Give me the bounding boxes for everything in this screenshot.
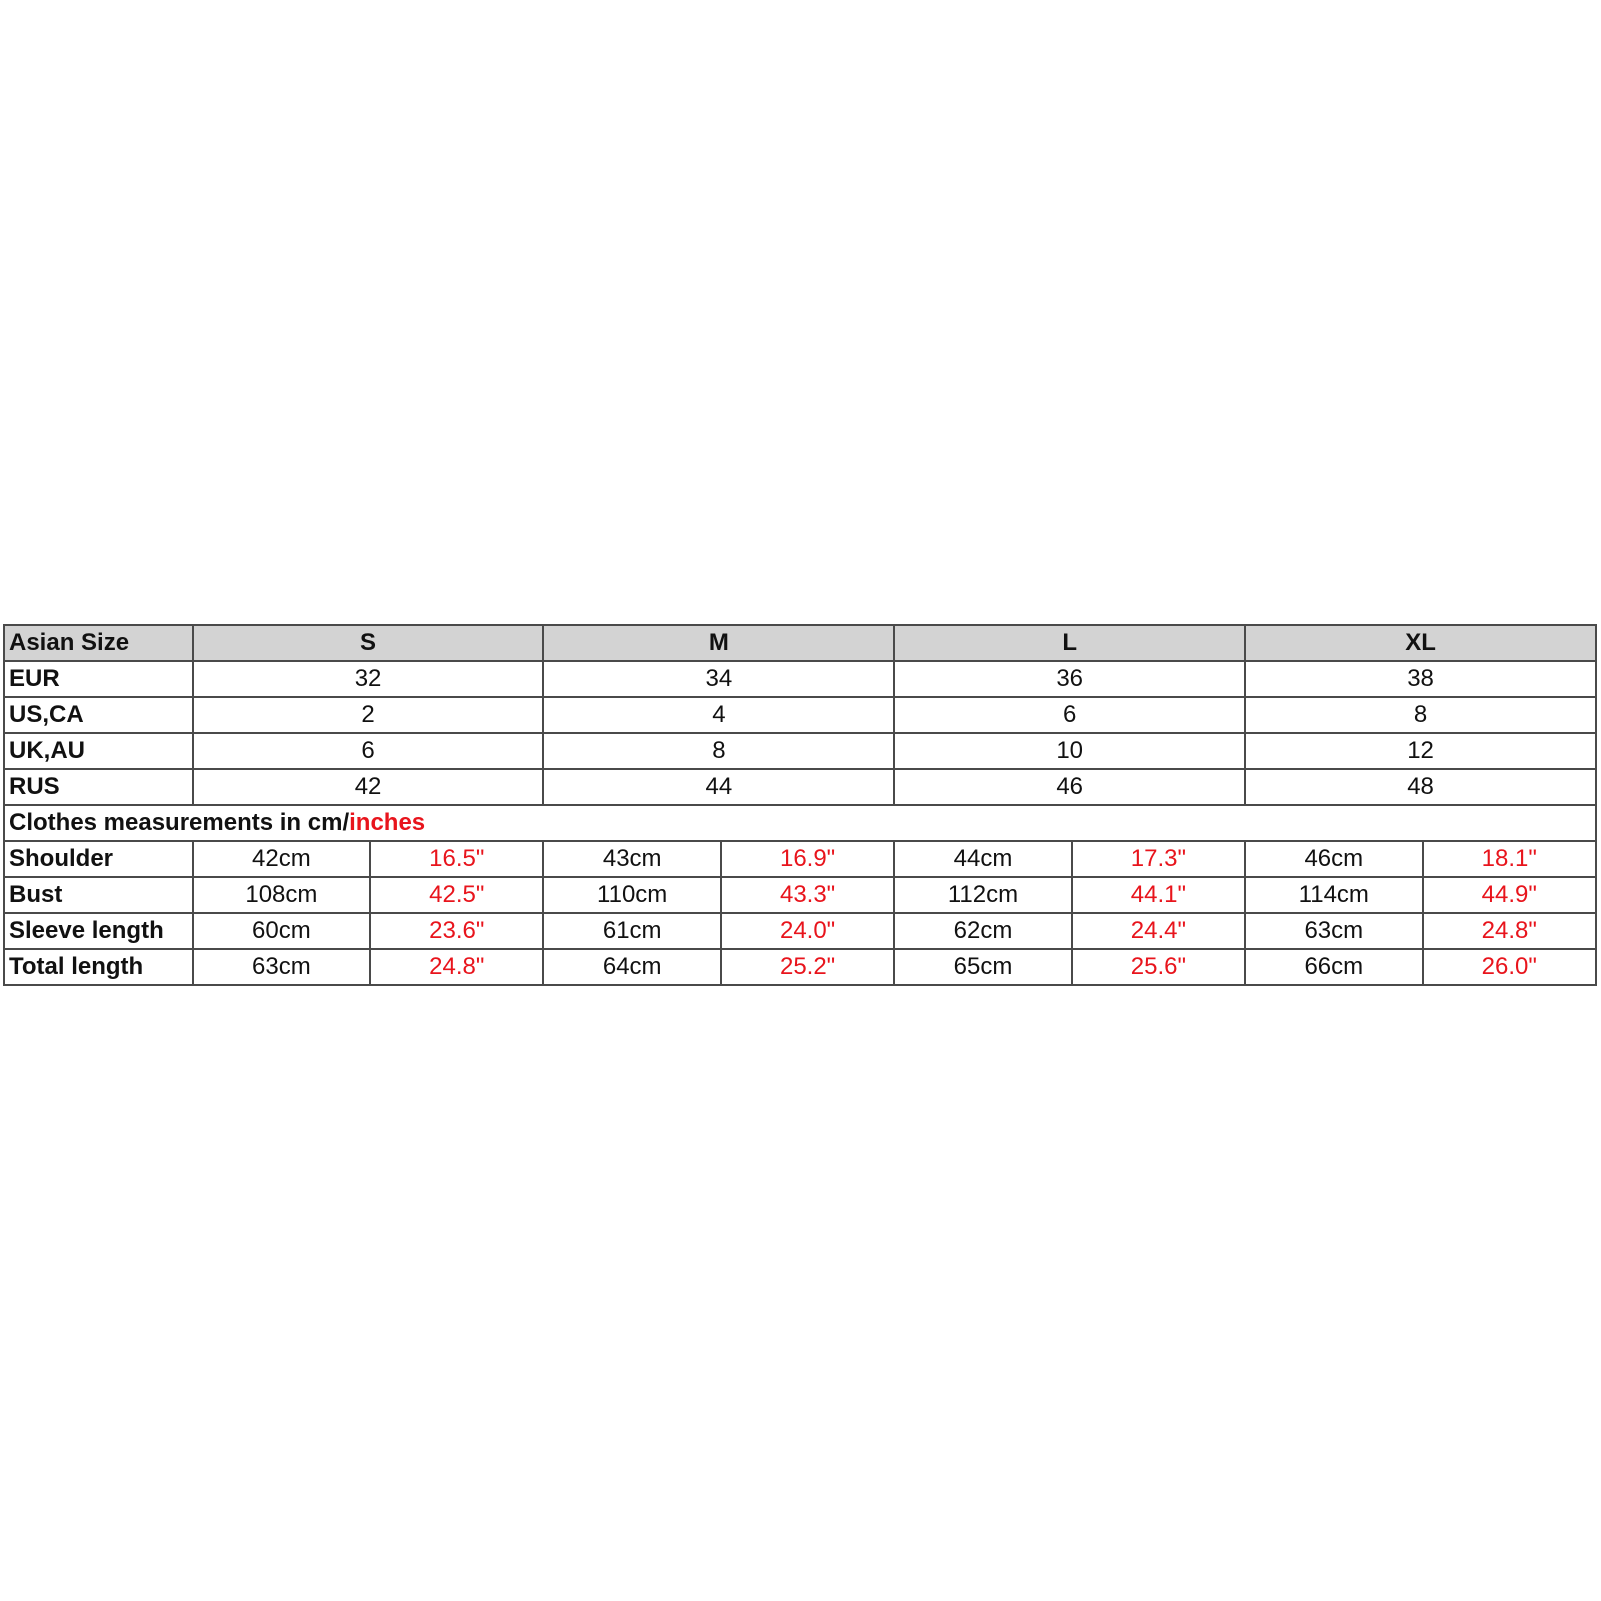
conversion-row-uk-au bbox=[4, 733, 1596, 769]
cm-cell: 43cm bbox=[543, 841, 720, 877]
inch-cell: 16.9" bbox=[721, 841, 894, 877]
measurement-row-bust bbox=[4, 877, 1596, 913]
row-label: Sleeve length bbox=[4, 913, 193, 949]
cm-cell: 108cm bbox=[193, 877, 370, 913]
measurement-row-sleeve-length bbox=[4, 913, 1596, 949]
measurement-row-total-length bbox=[4, 949, 1596, 985]
size-m-header: M bbox=[543, 625, 894, 661]
cm-cell: 63cm bbox=[193, 949, 370, 985]
cm-cell: 110cm bbox=[543, 877, 720, 913]
measurements-section-heading bbox=[4, 805, 1596, 841]
row-label: Bust bbox=[4, 877, 193, 913]
table-cell: 42 bbox=[193, 769, 544, 805]
inch-cell: 24.8" bbox=[1423, 913, 1596, 949]
inch-cell: 24.0" bbox=[721, 913, 894, 949]
inch-cell: 24.4" bbox=[1072, 913, 1245, 949]
cm-cell: 112cm bbox=[894, 877, 1071, 913]
inch-cell: 16.5" bbox=[370, 841, 543, 877]
measurements-section-row bbox=[4, 805, 1596, 841]
cm-cell: 44cm bbox=[894, 841, 1071, 877]
row-label: RUS bbox=[4, 769, 193, 805]
size-chart-table bbox=[3, 624, 1597, 986]
table-cell: 34 bbox=[543, 661, 894, 697]
table-cell: 44 bbox=[543, 769, 894, 805]
inch-cell: 43.3" bbox=[721, 877, 894, 913]
asian-size-label: Asian Size bbox=[4, 625, 193, 661]
cm-cell: 46cm bbox=[1245, 841, 1422, 877]
cm-cell: 42cm bbox=[193, 841, 370, 877]
table-cell: 32 bbox=[193, 661, 544, 697]
inch-cell: 44.9" bbox=[1423, 877, 1596, 913]
table-cell: 6 bbox=[193, 733, 544, 769]
table-cell: 46 bbox=[894, 769, 1245, 805]
inch-cell: 26.0" bbox=[1423, 949, 1596, 985]
table-cell: 6 bbox=[894, 697, 1245, 733]
table-cell: 48 bbox=[1245, 769, 1596, 805]
inch-cell: 42.5" bbox=[370, 877, 543, 913]
table-cell: 8 bbox=[1245, 697, 1596, 733]
row-label: US,CA bbox=[4, 697, 193, 733]
inch-cell: 18.1" bbox=[1423, 841, 1596, 877]
inch-cell: 44.1" bbox=[1072, 877, 1245, 913]
size-l-header: L bbox=[894, 625, 1245, 661]
section-prefix: Clothes measurements in cm/ bbox=[9, 809, 350, 836]
row-label: UK,AU bbox=[4, 733, 193, 769]
row-label: Total length bbox=[4, 949, 193, 985]
inch-cell: 25.6" bbox=[1072, 949, 1245, 985]
table-cell: 4 bbox=[543, 697, 894, 733]
cm-cell: 60cm bbox=[193, 913, 370, 949]
conversion-row-eur bbox=[4, 661, 1596, 697]
size-s-header: S bbox=[193, 625, 544, 661]
table-cell: 10 bbox=[894, 733, 1245, 769]
inch-cell: 23.6" bbox=[370, 913, 543, 949]
table-cell: 2 bbox=[193, 697, 544, 733]
section-inches-highlight: inches bbox=[349, 809, 426, 836]
cm-cell: 65cm bbox=[894, 949, 1071, 985]
table-cell: 38 bbox=[1245, 661, 1596, 697]
cm-cell: 61cm bbox=[543, 913, 720, 949]
cm-cell: 66cm bbox=[1245, 949, 1422, 985]
size-header-row bbox=[4, 625, 1596, 661]
cm-cell: 64cm bbox=[543, 949, 720, 985]
conversion-row-rus bbox=[4, 769, 1596, 805]
inch-cell: 25.2" bbox=[721, 949, 894, 985]
inch-cell: 17.3" bbox=[1072, 841, 1245, 877]
cm-cell: 114cm bbox=[1245, 877, 1422, 913]
cm-cell: 62cm bbox=[894, 913, 1071, 949]
cm-cell: 63cm bbox=[1245, 913, 1422, 949]
table-cell: 36 bbox=[894, 661, 1245, 697]
table-cell: 12 bbox=[1245, 733, 1596, 769]
conversion-row-us-ca bbox=[4, 697, 1596, 733]
size-xl-header: XL bbox=[1245, 625, 1596, 661]
row-label: EUR bbox=[4, 661, 193, 697]
table-cell: 8 bbox=[543, 733, 894, 769]
row-label: Shoulder bbox=[4, 841, 193, 877]
measurement-row-shoulder bbox=[4, 841, 1596, 877]
inch-cell: 24.8" bbox=[370, 949, 543, 985]
